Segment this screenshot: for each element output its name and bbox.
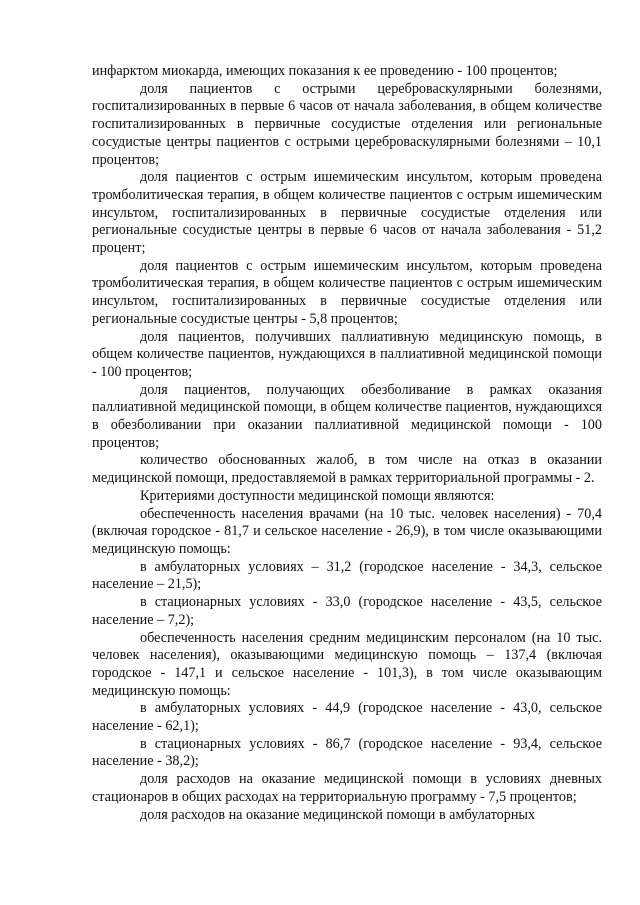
paragraph: доля пациентов, получивших паллиативную медицинскую помощь, в общем количестве пациентов, нуждающихся в паллиативной медицинской помощи - 100 процентов; — [92, 328, 602, 380]
paragraph: доля пациентов с острым ишемическим инсультом, которым проведена тромболитическая терапия, в общем количестве пациентов с острым ишемическим инсультом, госпитализированных в первичные сосудистые отделения или региональные сосудистые центры - 5,8 процентов; — [92, 257, 602, 327]
paragraph: доля пациентов с острым ишемическим инсультом, которым проведена тромболитическая терапия, в общем количестве пациентов с острым ишемическим инсультом, госпитализированных в первичные сосудистые отделения или региональные сосудистые центры в первые 6 часов от начала заболевания - 51,2 процент; — [92, 169, 602, 257]
paragraph: Критериями доступности медицинской помощи являются: — [140, 487, 495, 504]
document-body — [92, 63, 602, 824]
paragraph: в амбулаторных условиях – 31,2 (городское население - 34,3, сельское население – 21,5); — [92, 558, 602, 593]
paragraph: доля расходов на оказание медицинской помощи в амбулаторных — [140, 806, 536, 823]
paragraph: инфарктом миокарда, имеющих показания к ее проведению - 100 процентов; — [92, 63, 558, 79]
paragraph: доля пациентов, получающих обезболивание в рамках оказания паллиативной медицинской помощи, в общем количестве пациентов, нуждающихся в обезболивании при оказании паллиативной медицинской помощи - 100 процентов; — [92, 381, 602, 451]
paragraph: в стационарных условиях - 86,7 (городское население - 93,4, сельское население - 38,2); — [92, 735, 602, 770]
paragraph: в стационарных условиях - 33,0 (городское население - 43,5, сельское население – 7,2); — [92, 594, 602, 628]
paragraph: доля пациентов с острыми цереброваскулярными болезнями, госпитализированных в первые 6 часов от начала заболевания, в общем количестве госпитализированных в первичные сосудистые отделения или региональные сосудистые центры пациентов с острыми цереброваскулярными болезнями – 10,1 процентов; — [92, 80, 602, 168]
paragraph: доля расходов на оказание медицинской помощи в условиях дневных стационаров в общих расходах на территориальную программу - 7,5 процентов; — [92, 771, 602, 805]
paragraph: обеспеченность населения средним медицинским персоналом (на 10 тыс. человек населения), оказывающими медицинскую помощь – 137,4 (включая городское - 147,1 и сельское население - 101,3), в том числе оказывающим медицинскую помощь: — [92, 629, 602, 699]
paragraph: количество обоснованных жалоб, в том числе на отказ в оказании медицинской помощи, предоставляемой в рамках территориальной программы - 2. — [92, 452, 602, 487]
paragraph: в амбулаторных условиях - 44,9 (городское население - 43,0, сельское население - 62,1); — [92, 700, 602, 735]
paragraph: обеспеченность населения врачами (на 10 тыс. человек населения) - 70,4 (включая городское - 81,7 и сельское население - 26,9), в том числе оказывающими медицинскую помощь: — [92, 505, 602, 557]
